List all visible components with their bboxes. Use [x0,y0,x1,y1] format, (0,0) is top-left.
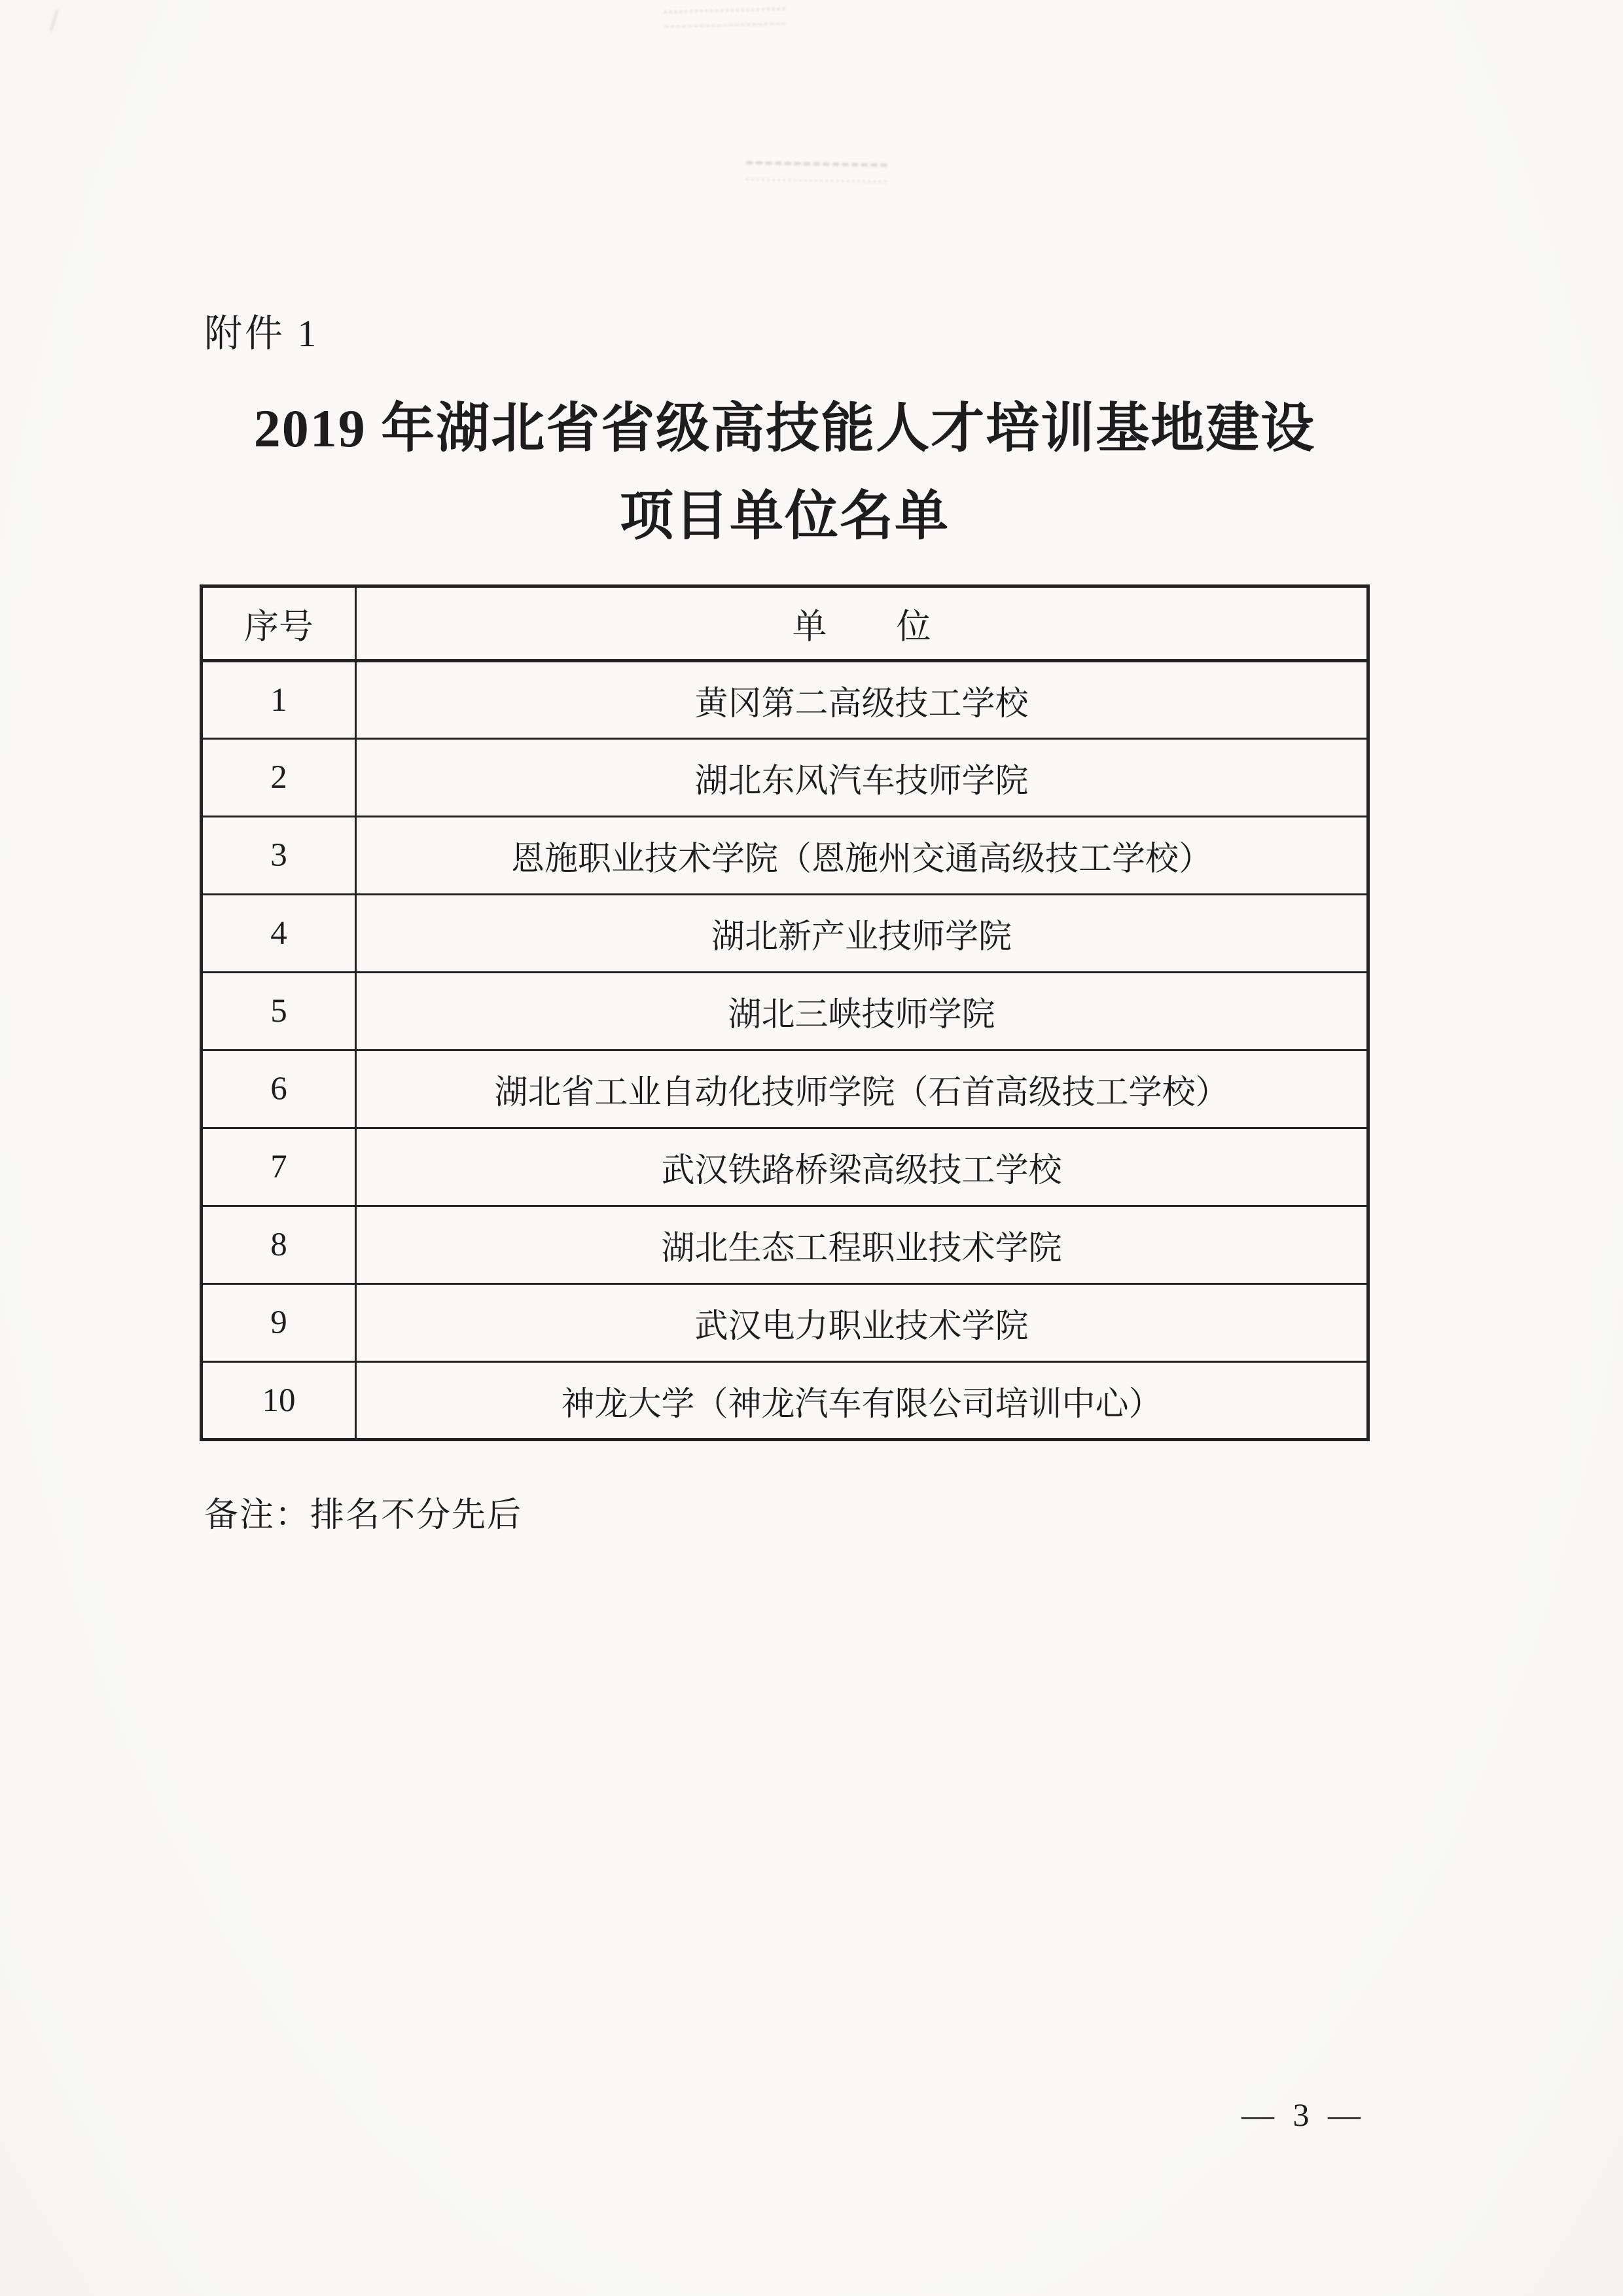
document-title [200,385,1370,560]
row-unit: 湖北省工业自动化技师学院（石首高级技工学校） [356,1050,1368,1128]
row-unit: 黄冈第二高级技工学校 [356,661,1368,739]
table-row [202,1050,1368,1128]
table-row [202,895,1368,973]
document-title-line2: 项目单位名单 [619,486,950,546]
row-number: 8 [202,1206,356,1284]
row-number: 1 [202,661,356,739]
page-number: — 3 — [1241,2096,1366,2133]
row-number: 10 [202,1362,356,1440]
row-number: 9 [202,1284,356,1362]
scan-artifact [49,10,72,36]
footnote: 备注：排名不分先后 [204,1497,523,1534]
row-number: 6 [202,1050,356,1128]
row-unit: 神龙大学（神龙汽车有限公司培训中心） [356,1362,1368,1440]
row-number: 2 [202,739,356,817]
row-unit: 湖北生态工程职业技术学院 [356,1206,1368,1284]
table-header-row [202,586,1368,661]
table-row [202,661,1368,739]
table-row [202,1284,1368,1362]
row-unit: 恩施职业技术学院（恩施州交通高级技工学校） [356,817,1368,895]
row-unit: 湖北新产业技师学院 [356,895,1368,973]
attachment-label: 附件 1 [204,312,319,355]
scan-artifact [746,161,887,183]
units-table [200,584,1370,1441]
row-number: 4 [202,895,356,973]
row-number: 5 [202,973,356,1050]
table-row [202,1362,1368,1440]
row-number: 3 [202,817,356,895]
table-row [202,1128,1368,1206]
table-row [202,739,1368,817]
header-unit: 单 位 [356,586,1368,661]
row-unit: 湖北三峡技师学院 [356,973,1368,1050]
row-unit: 武汉铁路桥梁高级技工学校 [356,1128,1368,1206]
table-row [202,1206,1368,1284]
scan-artifact [664,8,786,28]
table-row [202,973,1368,1050]
table-row [202,817,1368,895]
header-number: 序号 [202,586,356,661]
row-number: 7 [202,1128,356,1206]
document-title-line1: 2019 年湖北省省级高技能人才培训基地建设 [253,399,1316,458]
row-unit: 湖北东风汽车技师学院 [356,739,1368,817]
row-unit: 武汉电力职业技术学院 [356,1284,1368,1362]
